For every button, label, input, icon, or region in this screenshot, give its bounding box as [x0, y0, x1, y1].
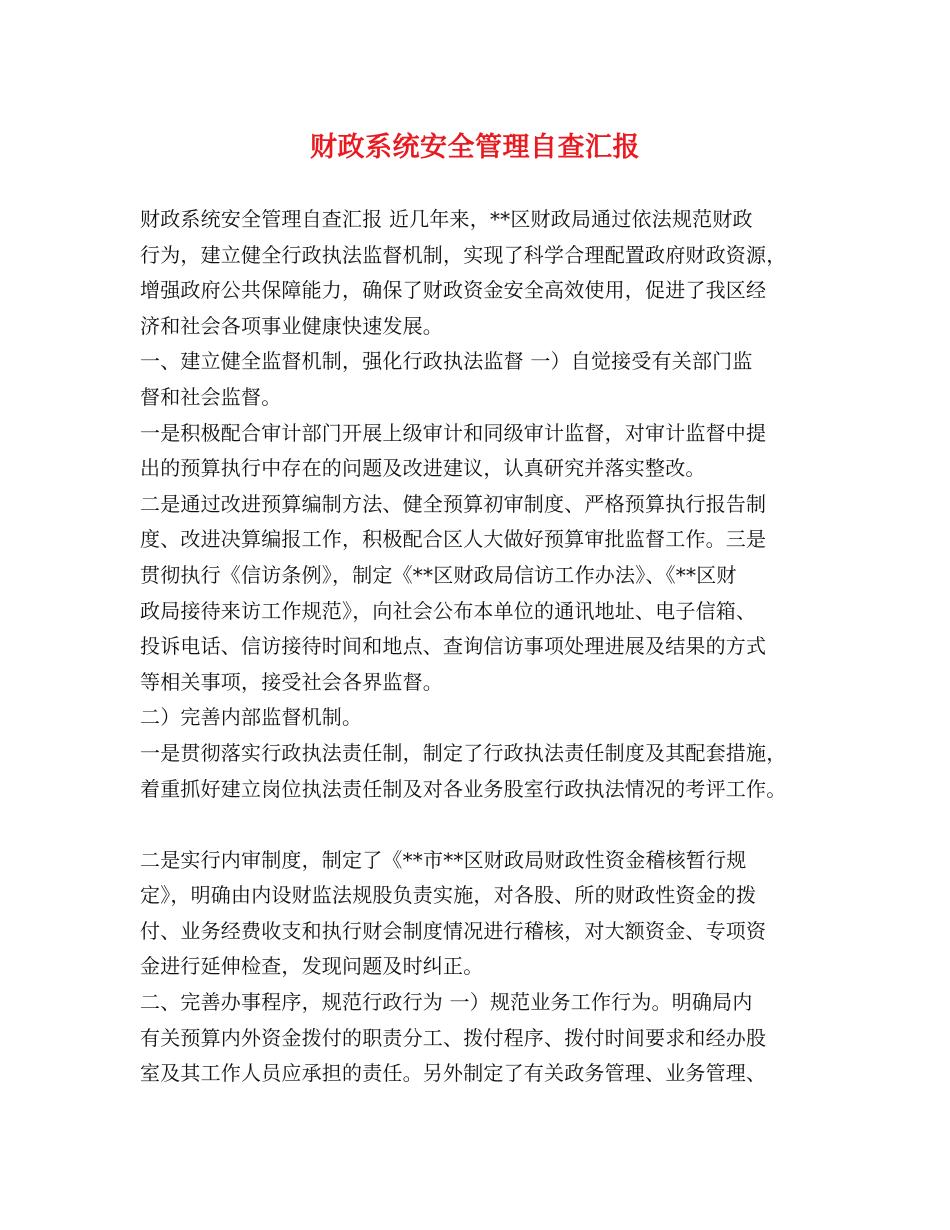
- body-line: 金进行延伸检查，发现问题及时纠正。: [140, 954, 484, 979]
- body-line: 出的预算执行中存在的问题及改进建议，认真研究并落实整改。: [140, 456, 706, 481]
- body-line: 有关预算内外资金拨付的职责分工、拨付程序、拨付时间要求和经办股: [140, 1025, 767, 1050]
- document-title: 财政系统安全管理自查汇报: [310, 132, 640, 163]
- body-line: 二是实行内审制度，制定了《**市**区财政局财政性资金稽核暂行规: [140, 847, 747, 872]
- body-line: 增强政府公共保障能力，确保了财政资金安全高效使用，促进了我区经: [140, 278, 767, 303]
- blank-line: [140, 807, 840, 843]
- body-line: 定》，明确由内设财监法规股负责实施，对各股、所的财政性资金的拨: [140, 883, 757, 908]
- body-line: 行为，建立健全行政执法监督机制，实现了科学合理配置政府财政资源，: [140, 242, 787, 267]
- body-line: 着重抓好建立岗位执法责任制及对各业务股室行政执法情况的考评工作。: [140, 776, 787, 801]
- subsection-heading: 二）完善内部监督机制。: [140, 705, 363, 730]
- body-line: 二是通过改进预算编制方法、健全预算初审制度、严格预算执行报告制: [140, 491, 767, 516]
- section-heading: 二、完善办事程序，规范行政行为 一）规范业务工作行为。明确局内: [140, 990, 753, 1015]
- body-line: 济和社会各项事业健康快速发展。: [140, 313, 443, 338]
- body-line: 付、业务经费收支和执行财会制度情况进行稽核，对大额资金、专项资: [140, 918, 767, 943]
- body-line: 督和社会监督。: [140, 384, 282, 409]
- body-line: 政局接待来访工作规范》，向社会公布本单位的通讯地址、电子信箱、: [140, 598, 757, 623]
- body-line: 财政系统安全管理自查汇报 近几年来，**区财政局通过依法规范财政: [140, 207, 753, 231]
- section-heading: 一、建立健全监督机制，强化行政执法监督 一）自觉接受有关部门监: [140, 349, 753, 374]
- document-body: [140, 202, 840, 1092]
- body-line: 度、改进决算编报工作，积极配合区人大做好预算审批监督工作。三是: [140, 527, 767, 552]
- body-line: 投诉电话、信访接待时间和地点、查询信访事项处理进展及结果的方式: [140, 634, 767, 659]
- body-line: 贯彻执行《信访条例》，制定《**区财政局信访工作办法》、《**区财: [140, 562, 737, 587]
- body-line: 等相关事项，接受社会各界监督。: [140, 669, 443, 694]
- body-line: 室及其工作人员应承担的责任。另外制定了有关政务管理、业务管理、: [140, 1061, 767, 1086]
- body-line: 一是积极配合审计部门开展上级审计和同级审计监督，对审计监督中提: [140, 420, 767, 445]
- body-line: 一是贯彻落实行政执法责任制，制定了行政执法责任制度及其配套措施，: [140, 740, 787, 765]
